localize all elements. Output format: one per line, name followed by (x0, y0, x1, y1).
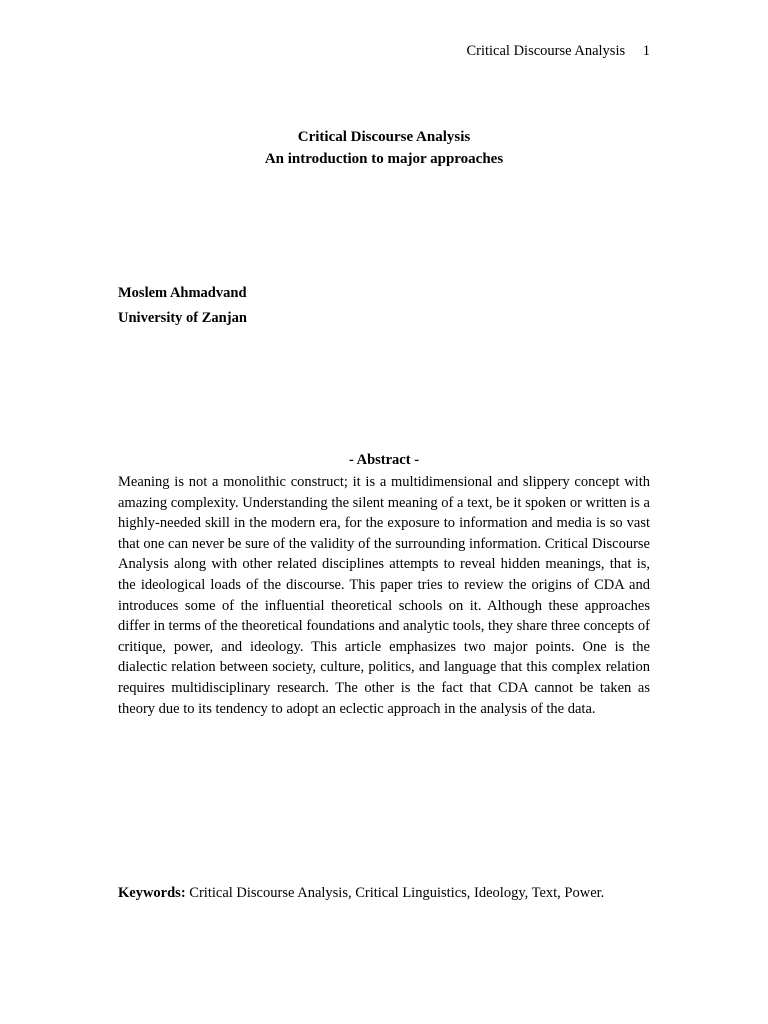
page-number: 1 (642, 43, 650, 59)
author-name: Moslem Ahmadvand (118, 285, 247, 301)
title-line-1: Critical Discourse Analysis (297, 129, 471, 145)
title-line-2: An introduction to major approaches (264, 151, 504, 167)
running-title: Critical Discourse Analysis (466, 43, 626, 59)
abstract-heading: - Abstract - (348, 452, 420, 468)
keywords-label: Keywords: (118, 885, 186, 901)
keywords (118, 883, 650, 903)
paper-title (0, 126, 768, 170)
abstract-body: Meaning is not a monolithic construct; it is a multidimensional and slippery concept with amazing complexity. Understanding the silent meaning of a text, be it spoken or written is a highly-needed skill in the modern era, for the exposure to information and media is so vast that one can never be sure of the validity of the surrounding information. Critical Discourse Analysis along with other related disciplines attempts to reveal hidden meanings, that is, the ideological loads of the discourse. This paper tries to review the origins of CDA and introduces some of the influential theoretical schools on it. Although these approaches differ in terms of the theoretical foundations and analytic tools, they share three concepts of critique, power, and ideology. This article emphasizes two major points. One is the dialectic relation between society, culture, politics, and language that this complex relation requires multidisciplinary research. The other is the fact that CDA cannot be taken as theory due to its tendency to adopt an eclectic approach in the analysis of the data. (118, 474, 650, 717)
author-affiliation: University of Zanjan (118, 310, 247, 326)
author-block (118, 283, 247, 333)
keywords-text: Critical Discourse Analysis, Critical Linguistics, Ideology, Text, Power. (185, 885, 605, 901)
running-header (466, 41, 650, 61)
